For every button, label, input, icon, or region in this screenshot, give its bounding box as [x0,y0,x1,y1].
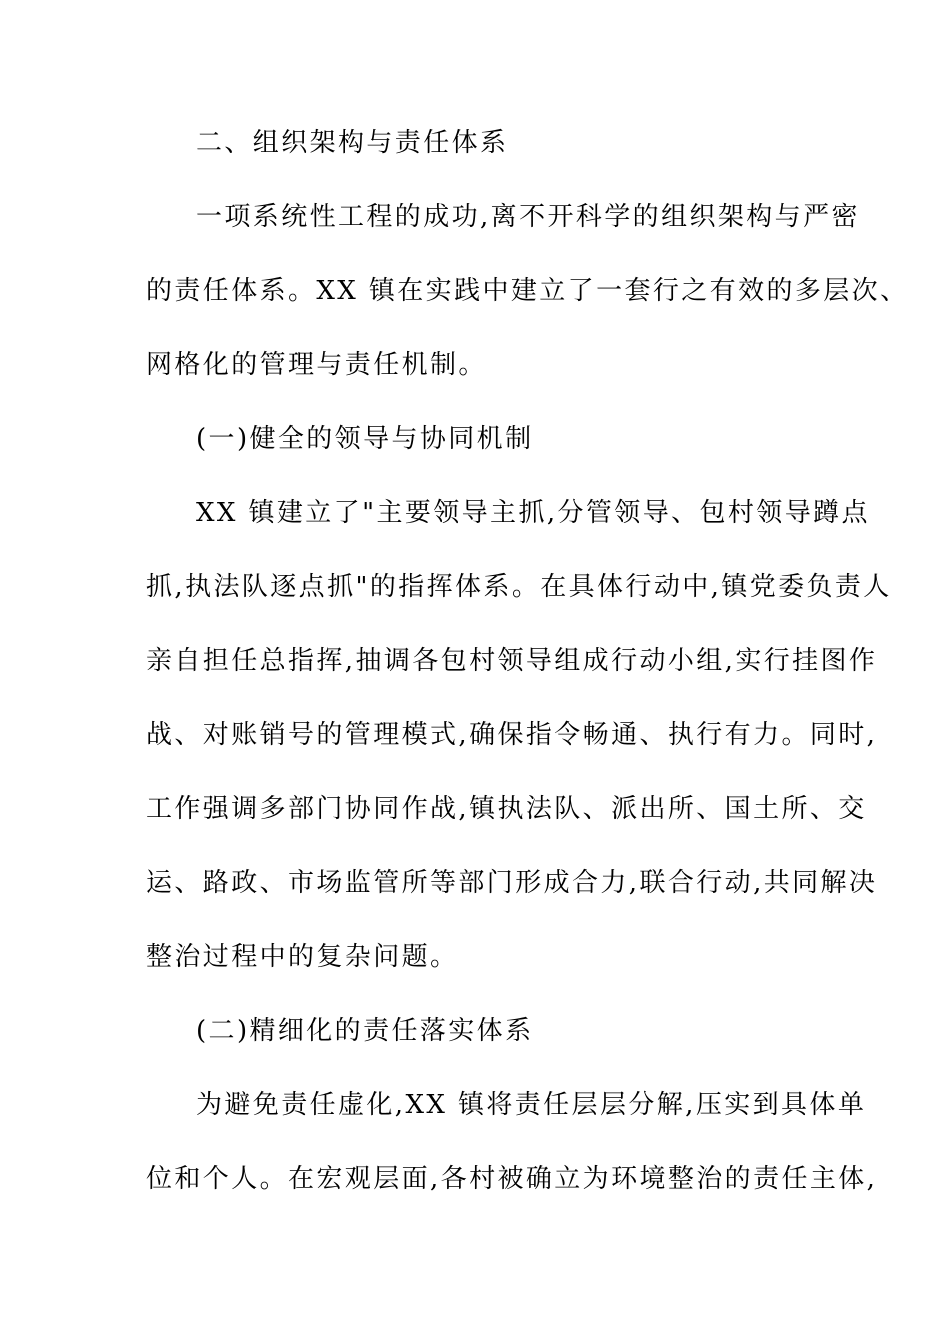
paragraph-line: 整治过程中的复杂问题。 [146,942,459,972]
paragraph-line: 为避免责任虚化,XX 镇将责任层层分解,压实到具体单 [196,1090,867,1120]
paragraph-line: 亲自担任总指挥,抽调各包村领导组成行动小组,实行挂图作 [146,646,878,676]
paragraph-line: 战、对账销号的管理模式,确保指令畅通、执行有力。同时, [146,720,878,750]
paragraph-line: 抓,执法队逐点抓"的指挥体系。在具体行动中,镇党委负责人 [146,572,892,602]
subsection-heading: (一)健全的领导与协同机制 [196,424,534,454]
subsection-heading: (二)精细化的责任落实体系 [196,1016,534,1046]
paragraph-line: 网格化的管理与责任机制。 [146,350,487,380]
section-heading: 二、组织架构与责任体系 [196,128,509,158]
paragraph-line: 工作强调多部门协同作战,镇执法队、派出所、国土所、交 [146,794,867,824]
paragraph-line: 运、路政、市场监管所等部门形成合力,联合行动,共同解决 [146,868,878,898]
paragraph-line: 的责任体系。XX 镇在实践中建立了一套行之有效的多层次、 [146,276,909,306]
paragraph-line: XX 镇建立了"主要领导主抓,分管领导、包村领导蹲点 [196,498,870,528]
paragraph-line: 一项系统性工程的成功,离不开科学的组织架构与严密 [196,202,860,232]
paragraph-line: 位和个人。在宏观层面,各村被确立为环境整治的责任主体, [146,1164,878,1194]
